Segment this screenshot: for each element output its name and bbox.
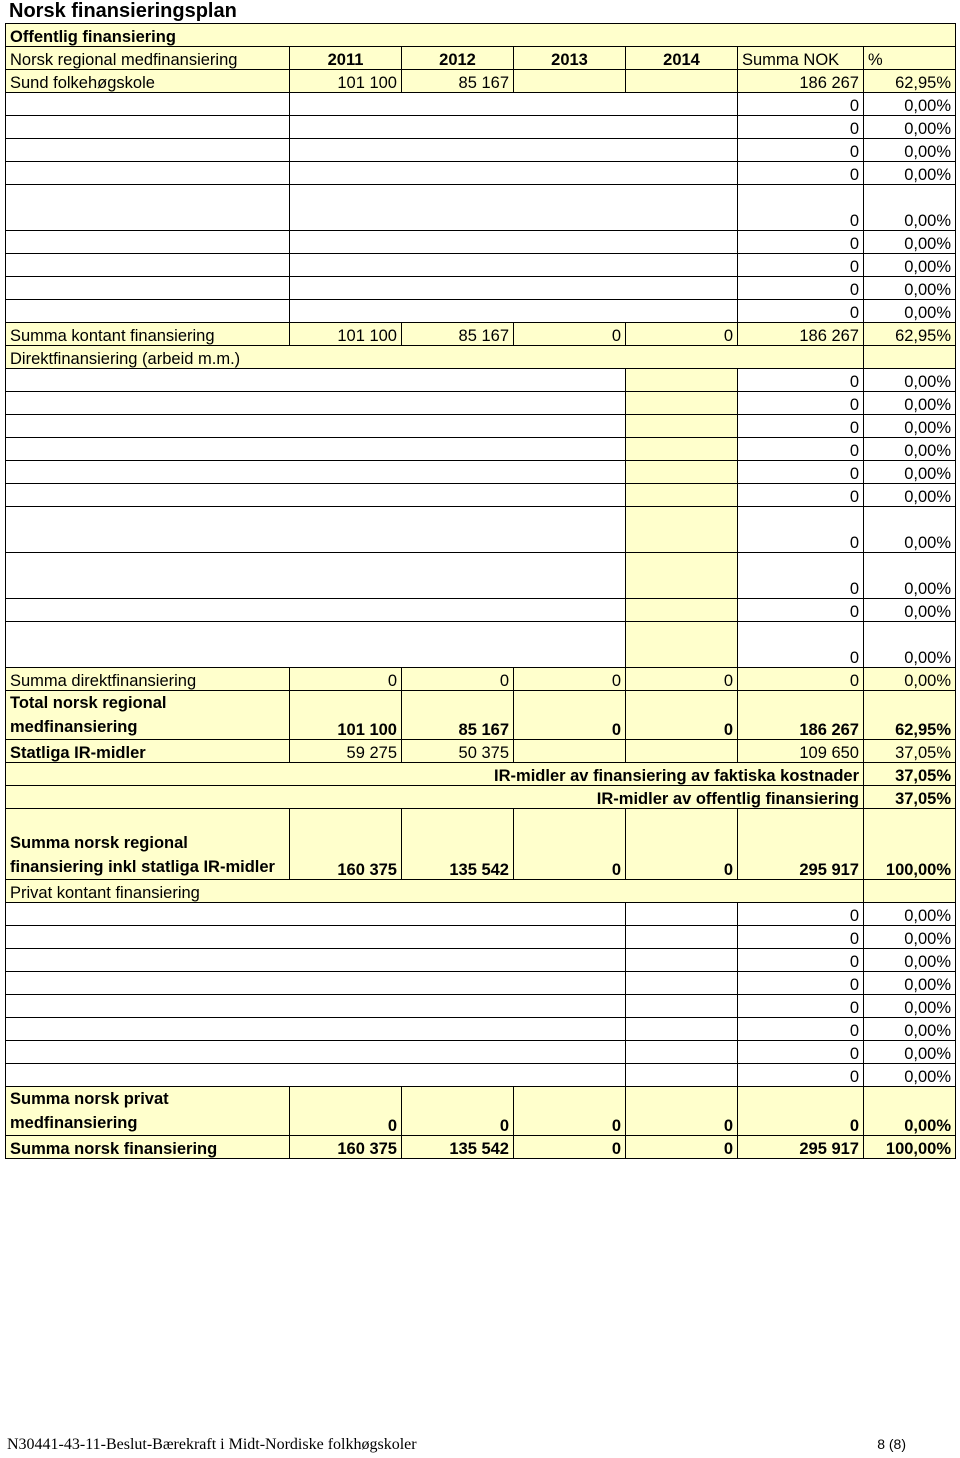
table-row — [6, 300, 956, 323]
header-pct: % — [864, 47, 956, 70]
table-row — [6, 786, 956, 809]
row-label: Summa direktfinansiering — [6, 668, 290, 691]
cell-sum: 0 — [738, 668, 864, 691]
total-row — [6, 1087, 956, 1136]
cell-pct: 0,00% — [864, 93, 956, 116]
cell-sum: 0 — [738, 254, 864, 277]
table-row — [6, 484, 956, 507]
cell-pct: 0,00% — [864, 162, 956, 185]
cell-2013: 0 — [514, 1136, 626, 1159]
table-row — [6, 116, 956, 139]
cell-2014: 0 — [626, 1136, 738, 1159]
row-label — [6, 438, 626, 461]
cell-sum: 0 — [738, 949, 864, 972]
cell-2014: 0 — [626, 1087, 738, 1136]
cell-pct: 0,00% — [864, 461, 956, 484]
table-row — [6, 622, 956, 668]
cell-2012: 85 167 — [402, 691, 514, 740]
cell-sum: 0 — [738, 369, 864, 392]
cell-sum: 0 — [738, 553, 864, 599]
total-row — [6, 1136, 956, 1159]
cell-2011: 101 100 — [290, 323, 402, 346]
cell-2014: 0 — [626, 323, 738, 346]
cell-sum: 0 — [738, 1064, 864, 1087]
table-row — [6, 926, 956, 949]
cell-pct: 0,00% — [864, 668, 956, 691]
cell-sum: 0 — [738, 507, 864, 553]
section-row — [6, 346, 956, 369]
cell-years — [290, 254, 738, 277]
cell-2014: 0 — [626, 691, 738, 740]
cell-pct: 0,00% — [864, 1018, 956, 1041]
cell-2014 — [626, 1018, 738, 1041]
row-label — [6, 926, 626, 949]
cell-2013 — [514, 740, 626, 763]
cell-pct: 0,00% — [864, 995, 956, 1018]
row-label — [6, 599, 626, 622]
cell-pct: 37,05% — [864, 763, 956, 786]
table-row — [6, 553, 956, 599]
cell-2011: 160 375 — [290, 1136, 402, 1159]
row-label: Privat kontant finansiering — [6, 880, 864, 903]
row-label — [6, 231, 290, 254]
cell-2014 — [626, 369, 738, 392]
table-row — [6, 415, 956, 438]
cell-pct: 0,00% — [864, 277, 956, 300]
cell-sum: 0 — [738, 995, 864, 1018]
cell-pct: 0,00% — [864, 139, 956, 162]
cell-2013: 0 — [514, 1087, 626, 1136]
cell-pct — [864, 880, 956, 903]
cell-2014 — [626, 995, 738, 1018]
subtotal-row — [6, 323, 956, 346]
cell-pct: 0,00% — [864, 300, 956, 323]
cell-pct: 100,00% — [864, 1136, 956, 1159]
cell-2014: 0 — [626, 668, 738, 691]
cell-pct: 0,00% — [864, 438, 956, 461]
cell-years — [290, 139, 738, 162]
table-row — [6, 231, 956, 254]
table-row — [6, 972, 956, 995]
cell-sum: 109 650 — [738, 740, 864, 763]
cell-sum: 0 — [738, 300, 864, 323]
cell-pct: 100,00% — [864, 809, 956, 880]
cell-2013: 0 — [514, 668, 626, 691]
table-row — [6, 903, 956, 926]
row-label — [6, 1018, 626, 1041]
row-label — [6, 1041, 626, 1064]
table-row — [6, 1041, 956, 1064]
cell-2014 — [626, 1064, 738, 1087]
cell-2012: 0 — [402, 668, 514, 691]
cell-sum: 0 — [738, 1018, 864, 1041]
table-row — [6, 93, 956, 116]
row-label — [6, 553, 626, 599]
cell-2014 — [626, 903, 738, 926]
cell-sum: 0 — [738, 903, 864, 926]
table-row — [6, 740, 956, 763]
row-label — [6, 185, 290, 231]
cell-sum: 295 917 — [738, 1136, 864, 1159]
section-title: Offentlig finansiering — [6, 24, 956, 47]
cell-years — [290, 231, 738, 254]
cell-sum: 0 — [738, 622, 864, 668]
cell-2013 — [514, 70, 626, 93]
cell-2011: 0 — [290, 668, 402, 691]
cell-2014: 0 — [626, 809, 738, 880]
cell-pct: 0,00% — [864, 972, 956, 995]
table-row — [6, 995, 956, 1018]
cell-sum: 186 267 — [738, 70, 864, 93]
row-label: IR-midler av offentlig finansiering — [6, 786, 864, 809]
cell-years — [290, 162, 738, 185]
row-label: Direktfinansiering (arbeid m.m.) — [6, 346, 864, 369]
row-label — [6, 484, 626, 507]
cell-sum: 0 — [738, 392, 864, 415]
cell-sum: 0 — [738, 231, 864, 254]
cell-pct: 62,95% — [864, 70, 956, 93]
cell-sum: 0 — [738, 484, 864, 507]
total-row — [6, 691, 956, 740]
cell-sum: 0 — [738, 972, 864, 995]
cell-2014 — [626, 392, 738, 415]
cell-sum: 0 — [738, 93, 864, 116]
cell-sum: 0 — [738, 139, 864, 162]
cell-2012: 135 542 — [402, 1136, 514, 1159]
cell-2012: 50 375 — [402, 740, 514, 763]
footer-page-number: 8 (8) — [877, 1436, 906, 1452]
cell-sum: 0 — [738, 1087, 864, 1136]
row-label — [6, 1064, 626, 1087]
cell-pct: 0,00% — [864, 392, 956, 415]
row-label — [6, 300, 290, 323]
table-row — [6, 461, 956, 484]
cell-pct — [864, 346, 956, 369]
row-label — [6, 903, 626, 926]
table-row — [6, 70, 956, 93]
cell-sum: 0 — [738, 438, 864, 461]
row-label — [6, 415, 626, 438]
cell-pct: 0,00% — [864, 507, 956, 553]
cell-2014 — [626, 484, 738, 507]
row-label — [6, 116, 290, 139]
table-row — [6, 254, 956, 277]
page-title: Norsk finansieringsplan — [9, 0, 237, 22]
header-sum: Summa NOK — [738, 47, 864, 70]
cell-sum: 0 — [738, 461, 864, 484]
header-2011: 2011 — [290, 47, 402, 70]
cell-pct: 0,00% — [864, 622, 956, 668]
cell-pct: 0,00% — [864, 185, 956, 231]
cell-2014 — [626, 415, 738, 438]
total-row — [6, 809, 956, 880]
cell-pct: 0,00% — [864, 116, 956, 139]
table-row — [6, 599, 956, 622]
cell-2014 — [626, 949, 738, 972]
row-label — [6, 369, 626, 392]
cell-pct: 0,00% — [864, 1041, 956, 1064]
cell-2011: 0 — [290, 1087, 402, 1136]
row-label: Total norsk regional medfinansiering — [6, 691, 290, 740]
cell-2014 — [626, 553, 738, 599]
cell-pct: 0,00% — [864, 949, 956, 972]
cell-2013: 0 — [514, 809, 626, 880]
row-label — [6, 139, 290, 162]
financing-table — [5, 23, 956, 1159]
table-row — [6, 763, 956, 786]
row-label — [6, 622, 626, 668]
cell-2013: 0 — [514, 323, 626, 346]
row-label — [6, 277, 290, 300]
section-row — [6, 24, 956, 47]
cell-pct: 0,00% — [864, 369, 956, 392]
cell-2011: 101 100 — [290, 691, 402, 740]
table-row — [6, 1064, 956, 1087]
cell-sum: 0 — [738, 185, 864, 231]
cell-years — [290, 277, 738, 300]
cell-2011: 160 375 — [290, 809, 402, 880]
row-label — [6, 972, 626, 995]
row-label: Summa norsk privat medfinansiering — [6, 1087, 290, 1136]
cell-2014 — [626, 972, 738, 995]
table-row — [6, 369, 956, 392]
subtotal-row — [6, 668, 956, 691]
cell-pct: 0,00% — [864, 599, 956, 622]
cell-years — [290, 93, 738, 116]
cell-sum: 0 — [738, 1041, 864, 1064]
cell-sum: 0 — [738, 415, 864, 438]
cell-2012: 85 167 — [402, 323, 514, 346]
cell-2014 — [626, 1041, 738, 1064]
cell-2011: 101 100 — [290, 70, 402, 93]
cell-pct: 0,00% — [864, 926, 956, 949]
table-row — [6, 162, 956, 185]
cell-pct: 0,00% — [864, 254, 956, 277]
cell-2014 — [626, 622, 738, 668]
row-label: Summa norsk finansiering — [6, 1136, 290, 1159]
header-2013: 2013 — [514, 47, 626, 70]
cell-sum: 186 267 — [738, 691, 864, 740]
cell-2014 — [626, 438, 738, 461]
cell-2014 — [626, 740, 738, 763]
cell-pct: 0,00% — [864, 1087, 956, 1136]
cell-pct: 37,05% — [864, 740, 956, 763]
cell-pct: 62,95% — [864, 323, 956, 346]
row-label: Summa kontant finansiering — [6, 323, 290, 346]
table-row — [6, 949, 956, 972]
row-label — [6, 254, 290, 277]
table-row — [6, 1018, 956, 1041]
cell-2013: 0 — [514, 691, 626, 740]
row-label — [6, 392, 626, 415]
cell-sum: 0 — [738, 162, 864, 185]
row-label — [6, 949, 626, 972]
cell-2012: 0 — [402, 1087, 514, 1136]
table-row — [6, 392, 956, 415]
cell-2014 — [626, 599, 738, 622]
cell-pct: 0,00% — [864, 484, 956, 507]
table-row — [6, 438, 956, 461]
cell-pct: 0,00% — [864, 231, 956, 254]
cell-2014 — [626, 926, 738, 949]
cell-years — [290, 300, 738, 323]
cell-pct: 0,00% — [864, 553, 956, 599]
header-row — [6, 47, 956, 70]
cell-sum: 0 — [738, 277, 864, 300]
cell-2011: 59 275 — [290, 740, 402, 763]
row-label: Sund folkehøgskole — [6, 70, 290, 93]
cell-pct: 62,95% — [864, 691, 956, 740]
row-label — [6, 162, 290, 185]
table-row — [6, 185, 956, 231]
cell-sum: 0 — [738, 926, 864, 949]
cell-pct: 0,00% — [864, 903, 956, 926]
table-row — [6, 507, 956, 553]
cell-2014 — [626, 507, 738, 553]
cell-sum: 0 — [738, 116, 864, 139]
cell-sum: 186 267 — [738, 323, 864, 346]
cell-pct: 0,00% — [864, 1064, 956, 1087]
cell-pct: 37,05% — [864, 786, 956, 809]
row-label — [6, 461, 626, 484]
cell-years — [290, 185, 738, 231]
header-2012: 2012 — [402, 47, 514, 70]
row-label: Statliga IR-midler — [6, 740, 290, 763]
footer-document-name: N30441-43-11-Beslut-Bærekraft i Midt-Nordiske folkhøgskoler — [7, 1436, 417, 1453]
table-row — [6, 139, 956, 162]
cell-years — [290, 116, 738, 139]
row-label — [6, 507, 626, 553]
cell-2014 — [626, 70, 738, 93]
row-label: Summa norsk regional finansiering inkl statliga IR-midler — [6, 809, 290, 880]
cell-2014 — [626, 461, 738, 484]
cell-2012: 85 167 — [402, 70, 514, 93]
cell-sum: 295 917 — [738, 809, 864, 880]
row-label — [6, 995, 626, 1018]
cell-sum: 0 — [738, 599, 864, 622]
row-label: IR-midler av finansiering av faktiska kostnader — [6, 763, 864, 786]
header-label: Norsk regional medfinansiering — [6, 47, 290, 70]
table-row — [6, 277, 956, 300]
section-row — [6, 880, 956, 903]
row-label — [6, 93, 290, 116]
cell-pct: 0,00% — [864, 415, 956, 438]
cell-2012: 135 542 — [402, 809, 514, 880]
header-2014: 2014 — [626, 47, 738, 70]
